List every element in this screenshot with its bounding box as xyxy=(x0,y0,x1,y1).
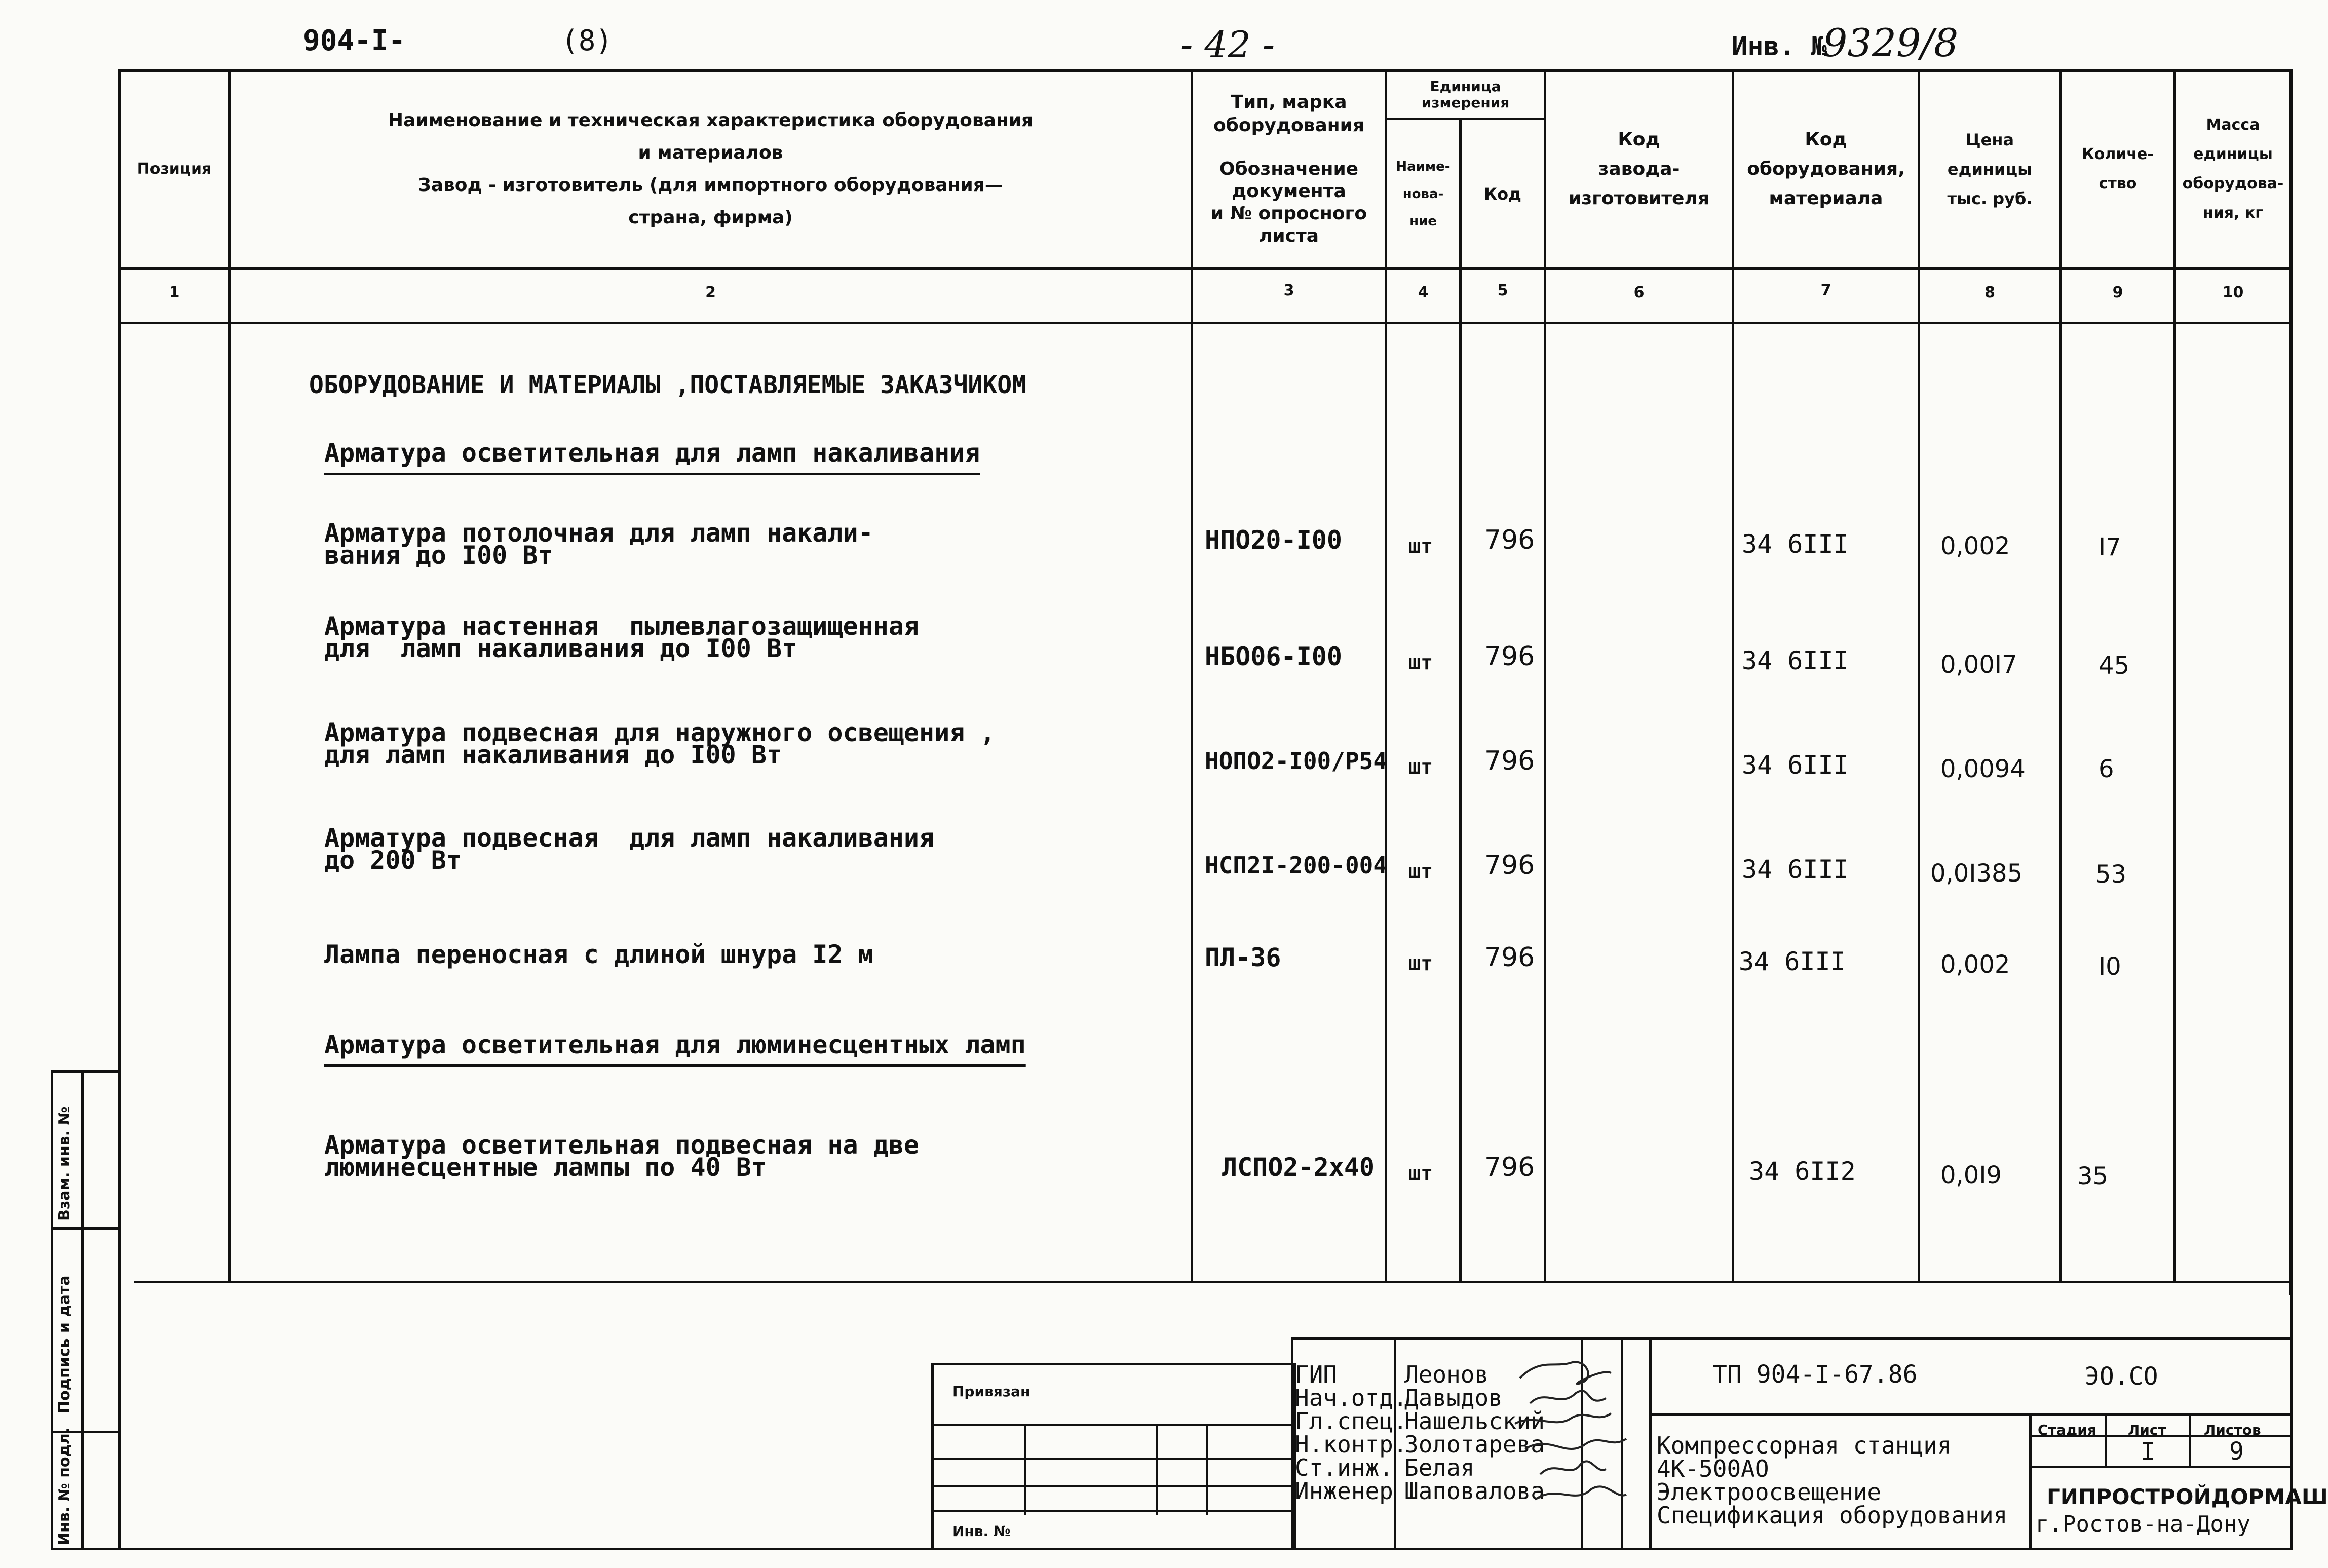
sheet-label: Лист xyxy=(2128,1422,2166,1438)
page-number: (8) xyxy=(561,24,613,57)
header-unit-name: Наиме- нова- ние xyxy=(1396,159,1451,229)
group-title-incandescent: Арматура осветительная для ламп накаливания xyxy=(324,438,980,468)
side-line-inner xyxy=(118,1070,121,1550)
row-6-name-line-2: люминесцентные лампы по 40 Вт xyxy=(324,1153,767,1182)
row-3-name-line-1: Арматура подвесная для наружного освещения , xyxy=(324,718,996,747)
signer-role-2: Нач.отд. xyxy=(1295,1384,1407,1411)
attached-inv-label: Инв. № xyxy=(952,1523,1011,1540)
attached-vline-1 xyxy=(1024,1424,1026,1515)
signature-2 xyxy=(1530,1391,1606,1403)
title-line-3: Электроосвещение xyxy=(1657,1478,1882,1506)
col-number-2: 2 xyxy=(705,284,716,301)
row-2-qty: 45 xyxy=(2098,652,2130,680)
row-4-unit: шт xyxy=(1408,860,1433,883)
header-doc: Обозначение документа и № опросного листа xyxy=(1210,159,1367,246)
row-5-type: ПЛ-36 xyxy=(1205,943,1281,972)
col-number-9: 9 xyxy=(2112,284,2123,301)
header-factory-code: Код завода- изготовителя xyxy=(1568,129,1710,209)
side-label-replace-inv: Взам. инв. № xyxy=(56,1106,73,1221)
attached-line-2 xyxy=(931,1458,1296,1460)
side-line-top xyxy=(51,1070,121,1073)
signer-role-4: Н.контр. xyxy=(1295,1431,1407,1458)
signature-5 xyxy=(1540,1461,1606,1474)
row-1-name-line-1: Арматура потолочная для ламп накали- xyxy=(324,518,873,548)
signature-1 xyxy=(1520,1362,1611,1384)
sheet-value: I xyxy=(2141,1437,2155,1466)
side-line-a xyxy=(51,1227,121,1230)
row-6-unit: шт xyxy=(1408,1162,1433,1185)
attached-line-4 xyxy=(931,1510,1296,1512)
row-3-unit-code: 796 xyxy=(1484,746,1535,776)
signer-role-6: Инженер xyxy=(1295,1477,1393,1505)
signer-name-1: Леонов xyxy=(1404,1361,1489,1388)
inventory-label: Инв. № xyxy=(1732,31,1827,62)
row-2-unit: шт xyxy=(1408,651,1433,674)
row-2-name-line-1: Арматура настенная пылевлагозащищенная xyxy=(324,611,919,641)
side-line-outer xyxy=(51,1070,53,1550)
col-number-10: 10 xyxy=(2222,284,2244,301)
row-2-type: НБО06-I00 xyxy=(1205,642,1342,671)
header-price: Цена единицы тыс. руб. xyxy=(1947,130,2033,208)
row-3-name-line-2: для ламп накаливания до I00 Вт xyxy=(324,740,782,770)
row-6-price: 0,0I9 xyxy=(1940,1161,2002,1190)
title-line-4: Спецификация оборудования xyxy=(1657,1502,2008,1529)
row-5-code: 34 6III xyxy=(1739,947,1846,976)
side-label-inv-original: Инв. № подл. xyxy=(56,1427,73,1545)
row-6-name-line-1: Арматура осветительная подвесная на две xyxy=(324,1130,919,1160)
row-6-qty: 35 xyxy=(2077,1162,2109,1191)
row-1-name-line-2: вания до I00 Вт xyxy=(324,541,553,570)
sheets-value: 9 xyxy=(2229,1437,2244,1466)
side-line-mid xyxy=(81,1070,84,1550)
attached-vline-3 xyxy=(1206,1424,1208,1515)
col-number-8: 8 xyxy=(1984,284,1995,301)
row-2-price: 0,00I7 xyxy=(1940,651,2017,679)
row-4-unit-code: 796 xyxy=(1484,850,1535,881)
row-1-code: 34 6III xyxy=(1742,529,1849,559)
sheets-label: Листов xyxy=(2204,1422,2261,1438)
signer-name-5: Белая xyxy=(1404,1454,1475,1481)
inventory-number: 9329/8 xyxy=(1823,20,1959,65)
group-title-fluorescent: Арматура осветительная для люминесцентных ламп xyxy=(324,1030,1026,1059)
org-name: ГИПРОСТРОЙДОРМАШ xyxy=(2047,1484,2328,1509)
row-1-qty: I7 xyxy=(2098,533,2121,561)
header-unit-code: Код xyxy=(1484,184,1521,204)
attached-label: Привязан xyxy=(952,1383,1031,1400)
header-mass: Масса единицы оборудова- ния, кг xyxy=(2182,116,2284,222)
row-1-type: НПО20-I00 xyxy=(1205,525,1342,555)
signature-3 xyxy=(1515,1413,1611,1424)
header-position: Позиция xyxy=(137,160,212,178)
col-number-4: 4 xyxy=(1418,284,1429,301)
header-name: Наименование и техническая характеристика оборудования и материалов Завод - изготовитель (для импортного оборудования— страна, фирма) xyxy=(388,110,1034,228)
row-3-price: 0,0094 xyxy=(1940,755,2026,783)
title-line-1: Компрессорная станция xyxy=(1657,1432,1952,1459)
row-4-code: 34 6III xyxy=(1742,855,1849,884)
row-1-unit: шт xyxy=(1408,534,1433,558)
section-title: ОБОРУДОВАНИЕ И МАТЕРИАЛЫ ,ПОСТАВЛЯЕМЫЕ ЗАКАЗЧИКОМ xyxy=(309,371,1027,399)
signature-6 xyxy=(1535,1486,1626,1500)
header-quantity: Количе- ство xyxy=(2082,145,2154,193)
attached-line-3 xyxy=(931,1485,1296,1487)
org-city: г.Ростов-на-Дону xyxy=(2036,1511,2250,1537)
row-4-qty: 53 xyxy=(2095,860,2127,889)
sheet-number: - 42 - xyxy=(1180,23,1275,66)
title-block-line-1 xyxy=(1649,1413,2293,1416)
header-bottom-line xyxy=(118,267,2293,270)
signer-name-3: Нашельский xyxy=(1404,1407,1545,1435)
row-4-name-line-2: до 200 Вт xyxy=(324,846,462,875)
title-block-vline-3 xyxy=(2189,1413,2191,1466)
row-5-unit: шт xyxy=(1408,952,1433,975)
row-2-name-line-2: для ламп накаливания до I00 Вт xyxy=(324,634,797,663)
signer-name-2: Давыдов xyxy=(1404,1384,1503,1411)
signature-4 xyxy=(1525,1439,1626,1449)
col-number-3: 3 xyxy=(1283,282,1294,299)
row-3-unit: шт xyxy=(1408,755,1433,779)
row-2-code: 34 6III xyxy=(1742,646,1849,675)
row-5-name: Лампа переносная с длиной шнура I2 м xyxy=(324,940,873,969)
row-6-code: 34 6II2 xyxy=(1749,1157,1856,1186)
title-block-vline-1 xyxy=(2029,1413,2032,1550)
title-mark: ЭО.СО xyxy=(2085,1362,2158,1391)
col-number-7: 7 xyxy=(1820,282,1831,299)
title-line-2: 4К-500АО xyxy=(1657,1455,1769,1482)
row-4-name-line-1: Арматура подвесная для ламп накаливания xyxy=(324,823,935,853)
row-1-price: 0,002 xyxy=(1940,532,2010,560)
title-doc-number: ТП 904-I-67.86 xyxy=(1712,1360,1918,1389)
col-number-5: 5 xyxy=(1497,282,1508,299)
row-3-qty: 6 xyxy=(2098,755,2114,783)
attached-line-1 xyxy=(931,1424,1296,1426)
row-5-qty: I0 xyxy=(2098,952,2121,981)
signature-scribbles xyxy=(1510,1348,1662,1540)
row-3-code: 34 6III xyxy=(1742,750,1849,780)
row-2-unit-code: 796 xyxy=(1484,641,1535,672)
signer-name-6: Шаповалова xyxy=(1404,1477,1545,1505)
side-label-signature-date: Подпись и дата xyxy=(56,1275,73,1413)
table-bottom-line xyxy=(134,1281,2293,1283)
stage-label: Стадия xyxy=(2038,1422,2096,1438)
row-6-unit-code: 796 xyxy=(1484,1152,1535,1182)
row-5-unit-code: 796 xyxy=(1484,942,1535,973)
doc-code: 904-I- xyxy=(303,24,406,57)
signer-name-4: Золотарева xyxy=(1404,1431,1545,1458)
signer-role-3: Гл.спец. xyxy=(1295,1407,1407,1435)
colnum-bottom-line xyxy=(118,322,2293,324)
signer-role-1: ГИП xyxy=(1295,1361,1338,1388)
header-material-code: Код оборудования, материала xyxy=(1747,129,1905,209)
col-number-1: 1 xyxy=(169,284,180,301)
row-5-price: 0,002 xyxy=(1940,950,2010,979)
title-block-line-3 xyxy=(2029,1466,2293,1468)
row-3-type: НОПО2-I00/Р54 xyxy=(1205,747,1388,775)
row-4-type: НСП2I-200-004 xyxy=(1205,852,1388,879)
col-number-6: 6 xyxy=(1633,284,1645,301)
row-6-type: ЛСПО2-2х40 xyxy=(1222,1153,1375,1182)
row-1-unit-code: 796 xyxy=(1484,525,1535,555)
header-unit-group: Единица измерения xyxy=(1421,78,1510,111)
attached-vline-2 xyxy=(1156,1424,1158,1515)
row-4-price: 0,0I385 xyxy=(1930,859,2023,888)
header-type: Тип, марка оборудования xyxy=(1213,92,1364,136)
title-block-vline-2 xyxy=(2105,1413,2107,1466)
signer-role-5: Ст.инж. xyxy=(1295,1454,1393,1481)
